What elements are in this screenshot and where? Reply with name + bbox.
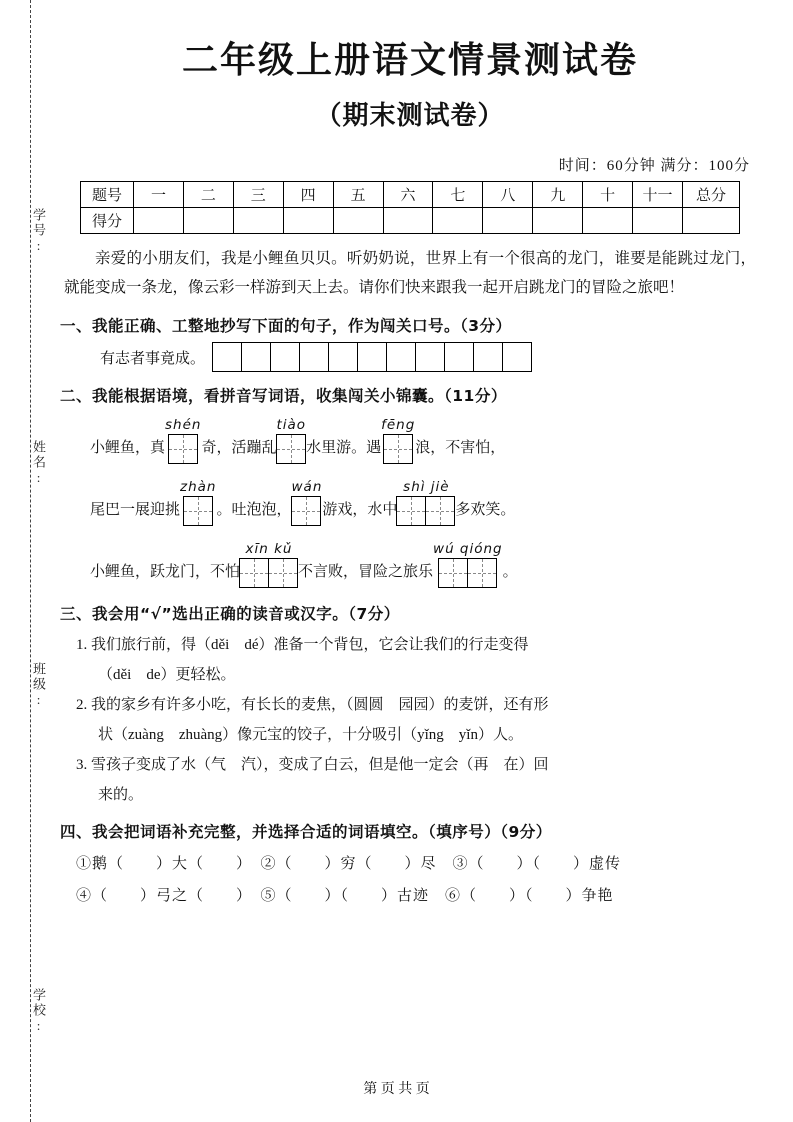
writing-cell[interactable]	[502, 342, 532, 372]
pinyin-label: fēng	[381, 417, 416, 433]
footer-text: 第 页 共 页	[363, 1082, 430, 1097]
pinyin-writing-grid[interactable]	[397, 496, 455, 526]
question-3-item: （děi de）更轻松。	[98, 667, 236, 683]
question-2-text: 小鲤鱼，真	[90, 440, 166, 456]
writing-cell[interactable]	[396, 496, 426, 526]
score-cell: 一	[134, 182, 184, 208]
question-1-lead: 有志者事竟成。	[100, 350, 206, 367]
score-cell: 五	[333, 182, 383, 208]
pinyin-answer-block[interactable]	[433, 540, 503, 588]
score-cell: 七	[433, 182, 483, 208]
score-cell-blank[interactable]	[633, 208, 683, 234]
text-block	[306, 414, 381, 464]
side-label-banji: 班级:	[31, 662, 46, 709]
pinyin-label: tiào	[276, 417, 307, 433]
question-2-text: 游戏，水中	[322, 502, 398, 518]
question-3-heading: 三、我会用“√”选出正确的读音或汉字。（7分）	[60, 605, 400, 623]
question-4-row[interactable]: ④（ ）弓之（ ） ⑤（ ）（ ）古迹 ⑥（ ）（ ）争艳	[76, 888, 614, 904]
pinyin-label: wán	[291, 479, 323, 495]
table-row	[81, 182, 740, 208]
score-cell: 八	[483, 182, 533, 208]
writing-cell[interactable]	[268, 558, 298, 588]
question-1-writing-grid[interactable]	[213, 342, 532, 372]
question-2-text: 。	[502, 564, 518, 580]
question-2-text: 小鲤鱼，跃龙门，不怕	[90, 564, 241, 580]
writing-cell[interactable]	[383, 434, 413, 464]
text-block	[90, 538, 240, 588]
question-2-text: 浪，不害怕，	[415, 440, 506, 456]
text-block	[201, 414, 276, 464]
text-block	[322, 476, 397, 526]
writing-cell[interactable]	[328, 342, 358, 372]
pinyin-answer-block[interactable]	[381, 416, 415, 464]
score-cell-blank[interactable]	[134, 208, 184, 234]
score-cell-blank[interactable]	[583, 208, 633, 234]
writing-cell[interactable]	[299, 342, 329, 372]
page-subtitle: （期末测试卷）	[315, 101, 505, 131]
text-block	[217, 476, 292, 526]
pinyin-answer-block[interactable]	[240, 540, 298, 588]
writing-cell[interactable]	[425, 496, 455, 526]
score-cell: 十一	[633, 182, 683, 208]
score-cell: 九	[533, 182, 583, 208]
score-cell: 十	[583, 182, 633, 208]
writing-cell[interactable]	[386, 342, 416, 372]
pinyin-label: shén	[165, 417, 202, 433]
writing-cell[interactable]	[467, 558, 497, 588]
pinyin-writing-grid[interactable]	[439, 558, 497, 588]
text-block	[415, 414, 505, 464]
pinyin-writing-grid[interactable]	[384, 434, 413, 464]
question-2-line	[90, 414, 760, 464]
writing-cell[interactable]	[239, 558, 269, 588]
pinyin-answer-block[interactable]	[276, 416, 306, 464]
side-label-xuexiao: 学校:	[31, 988, 46, 1035]
writing-cell[interactable]	[438, 558, 468, 588]
score-cell: 四	[283, 182, 333, 208]
score-cell: 得分	[81, 208, 134, 234]
score-cell-blank[interactable]	[533, 208, 583, 234]
question-2-text: 尾巴一展迎挑	[90, 502, 181, 518]
score-cell: 总分	[683, 182, 740, 208]
score-cell-blank[interactable]	[283, 208, 333, 234]
writing-cell[interactable]	[291, 496, 321, 526]
score-cell: 题号	[81, 182, 134, 208]
pinyin-answer-block[interactable]	[292, 478, 323, 526]
pinyin-writing-grid[interactable]	[277, 434, 306, 464]
side-label-xuehao: 学号:	[31, 208, 46, 255]
pinyin-writing-grid[interactable]	[240, 558, 298, 588]
writing-cell[interactable]	[276, 434, 306, 464]
text-block	[503, 538, 518, 588]
score-cell-blank[interactable]	[183, 208, 233, 234]
score-cell: 二	[183, 182, 233, 208]
question-4-heading: 四、我会把词语补充完整，并选择合适的词语填空。（填序号）（9分）	[60, 823, 552, 841]
question-2-line	[90, 476, 760, 526]
writing-cell[interactable]	[357, 342, 387, 372]
question-3-item: 3. 雪孩子变成了水（气 汽），变成了白云，但是他一定会（再 在）回	[76, 757, 549, 773]
score-cell-blank[interactable]	[483, 208, 533, 234]
question-3-item: 1. 我们旅行前，得（děi dé）准备一个背包，它会让我们的行走变得	[76, 637, 529, 653]
question-3-item: 2. 我的家乡有许多小吃，有长长的麦焦，（圆圆 园园）的麦饼，还有形	[76, 697, 549, 713]
question-3-item: 来的。	[98, 787, 144, 803]
question-1-heading: 一、我能正确、工整地抄写下面的句子，作为闯关口号。（3分）	[60, 317, 512, 335]
pinyin-writing-grid[interactable]	[169, 434, 198, 464]
pinyin-answer-block[interactable]	[165, 416, 201, 464]
score-cell: 六	[383, 182, 433, 208]
score-cell-blank[interactable]	[383, 208, 433, 234]
question-2-text: 多欢笑。	[455, 502, 516, 518]
pinyin-answer-block[interactable]	[180, 478, 216, 526]
question-3-items	[76, 630, 760, 810]
question-2-text: 奇，活蹦乱	[201, 440, 277, 456]
pinyin-label: shì jiè	[403, 479, 450, 495]
score-cell: 三	[233, 182, 283, 208]
score-cell-blank[interactable]	[333, 208, 383, 234]
page-title: 二年级上册语文情景测试卷	[181, 40, 638, 81]
question-2-line	[90, 538, 760, 588]
score-cell-blank[interactable]	[683, 208, 740, 234]
question-2-heading: 二、我能根据语境，看拼音写词语，收集闯关小锦囊。（11分）	[60, 387, 507, 405]
text-block	[455, 476, 515, 526]
pinyin-answer-block[interactable]	[397, 478, 455, 526]
question-2-body	[60, 414, 760, 588]
text-block	[90, 476, 180, 526]
writing-cell[interactable]	[473, 342, 503, 372]
question-4-row[interactable]: ①鹅（ ）大（ ） ②（ ）穷（ ）尽 ③（ ）（ ）虚传	[76, 856, 622, 872]
question-2-text: 水里游。遇	[306, 440, 382, 456]
intro-paragraph: 亲爱的小朋友们，我是小鲤鱼贝贝。听奶奶说，世界上有一个很高的龙门，谁要是能跳过龙门，就能变成一条龙，像云彩一样游到天上去。请你们快来跟我一起开启跳龙门的冒险之旅吧！	[64, 250, 756, 296]
score-cell-blank[interactable]	[433, 208, 483, 234]
table-row	[81, 208, 740, 234]
score-table	[80, 181, 740, 234]
pinyin-writing-grid[interactable]	[184, 496, 213, 526]
side-label-xingming: 姓名:	[31, 440, 46, 487]
score-cell-blank[interactable]	[233, 208, 283, 234]
cut-line	[30, 0, 31, 1122]
writing-cell[interactable]	[212, 342, 242, 372]
writing-cell[interactable]	[415, 342, 445, 372]
writing-cell[interactable]	[444, 342, 474, 372]
question-3-item: 状（zuàng zhuàng）像元宝的饺子，十分吸引（yǐng yǐn）人。	[98, 727, 523, 743]
writing-cell[interactable]	[270, 342, 300, 372]
pinyin-label: xīn kǔ	[245, 541, 293, 557]
question-2-text: 。吐泡泡，	[216, 502, 292, 518]
pinyin-writing-grid[interactable]	[292, 496, 321, 526]
question-1-answer-row	[100, 342, 760, 372]
exam-meta: 时间：60分钟 满分：100分	[558, 158, 750, 174]
page-content	[60, 0, 760, 912]
writing-cell[interactable]	[183, 496, 213, 526]
writing-cell[interactable]	[168, 434, 198, 464]
pinyin-label: zhàn	[180, 479, 217, 495]
writing-cell[interactable]	[241, 342, 271, 372]
question-2-text: 不言败，冒险之旅乐	[298, 564, 434, 580]
page-footer	[0, 1076, 793, 1100]
text-block	[298, 538, 433, 588]
pinyin-label: wú qióng	[433, 541, 503, 557]
text-block	[90, 414, 165, 464]
